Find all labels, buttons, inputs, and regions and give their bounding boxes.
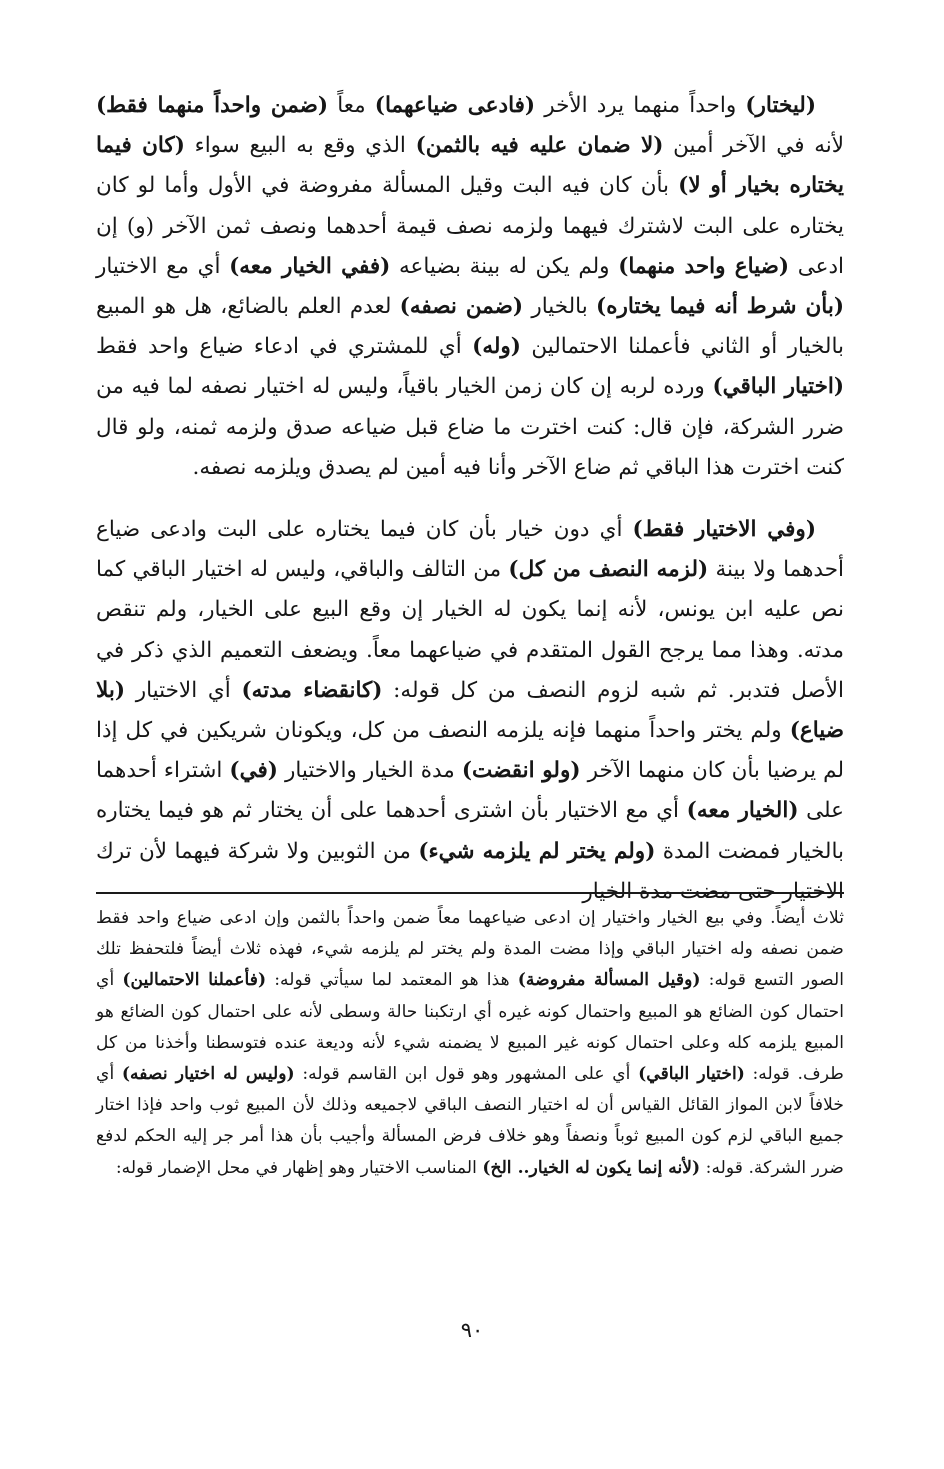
main-text xyxy=(96,86,844,912)
footnote-paragraph: ثلاث أيضاً. وفي بيع الخيار واختيار إن ادعى ضياعهما معاً ضمن واحداً بالثمن وإن ادعى ضياع واحد فقط ضمن نصفه وله اختيار الباقي وإذا مضت المدة ولم يختر لم يلزمه شيء، فهذه ثلاث أيضاً فلتحفظ تلك الصور التسع قوله: (وقيل المسألة مفروضة) هذا هو المعتمد لما سيأتي قوله: (فأعملنا الاحتمالين) أي احتمال كون الضائع هو المبيع واحتمال كونه غيره أي ارتكبنا حالة وسطى لأنه على احتمال كون الضائع هو المبيع يلزمه كله وعلى احتمال كونه غير المبيع لا يضمنه شيء لأنه وديعة عنده فتوسطنا وأخذنا من كل طرف. قوله: (اختيار الباقي) أي على المشهور وهو قول ابن القاسم قوله: (وليس له اختيار نصفه) أي خلافاً لابن المواز القائل القياس أن له اختيار النصف الباقي لاجميعه وذلك لأن المبيع ثوب واحد فإذا اختار جميع الباقي لزم كون المبيع ثوباً ونصفاً وهو خلاف فرض المسألة وأجيب بأن هذا أمر جر إليه الحكم لدفع ضرر الشركة. قوله: (لأنه إنما يكون له الخيار.. الخ) المناسب الاختيار وهو إظهار في محل الإضمار قوله: xyxy=(96,908,844,1178)
page-number: ٩٠ xyxy=(460,1318,484,1342)
footnotes xyxy=(96,903,844,1184)
footnote-separator xyxy=(96,892,844,894)
main-paragraph-1: (ليختار) واحداً منهما يرد الأخر (فادعى ضياعهما) معاً (ضمن واحداً منهما فقط) لأنه في الآخر أمين (لا ضمان عليه فيه بالثمن) الذي وقع به البيع سواء (كان فيما يختاره بخيار أو لا) بأن كان فيه البت وقيل المسألة مفروضة في الأول وأما لو كان يختاره على البت لاشترك فيهما ولزمه نصف قيمة أحدهما ونصف ثمن الآخر (و) إن ادعى (ضياع واحد منهما) ولم يكن له بينة بضياعه (ففي الخيار معه) أي مع الاختيار (بأن شرط أنه فيما يختاره) بالخيار (ضمن نصفه) لعدم العلم بالضائع، هل هو المبيع بالخيار أو الثاني فأعملنا الاحتمالين (وله) أي للمشتري في ادعاء ضياع واحد فقط (اختيار الباقي) ورده لربه إن كان زمن الخيار باقياً، وليس له اختيار نصفه لما فيه من ضرر الشركة، فإن قال: كنت اخترت ما ضاع قبل ضياعه صدق ولزمه ثمنه، ولو قال كنت اخترت هذا الباقي ثم ضاع الآخر وأنا فيه أمين لم يصدق ويلزمه نصفه. xyxy=(96,93,845,480)
main-paragraph-2: (وفي الاختيار فقط) أي دون خيار بأن كان فيما يختاره على البت وادعى ضياع أحدهما ولا بينة (لزمه النصف من كل) من التالف والباقي، وليس له اختيار الباقي كما نص عليه ابن يونس، لأنه إنما يكون له الخيار إن وقع البيع على الخيار، ولم تنقص مدته. وهذا مما يرجح القول المتقدم في ضياعهما معاً. ويضعف التعميم الذي ذكر في الأصل فتدبر. ثم شبه لزوم النصف من كل قوله: (كانقضاء مدته) أي الاختيار (بلا ضياع) ولم يختر واحداً منهما فإنه يلزمه النصف من كل، ويكونان شريكين في كل إذا لم يرضيا بأن كان منهما الآخر (ولو انقضت) مدة الخيار والاختيار (في) اشتراء أحدهما على (الخيار معه) أي مع الاختيار بأن اشترى أحدهما على أن يختار ثم هو فيما يختاره بالخيار فمضت المدة (ولم يختر لم يلزمه شيء) من الثوبين ولا شركة فيهما لأن ترك الاختيار حتى مضت مدة الخيار xyxy=(96,517,845,904)
